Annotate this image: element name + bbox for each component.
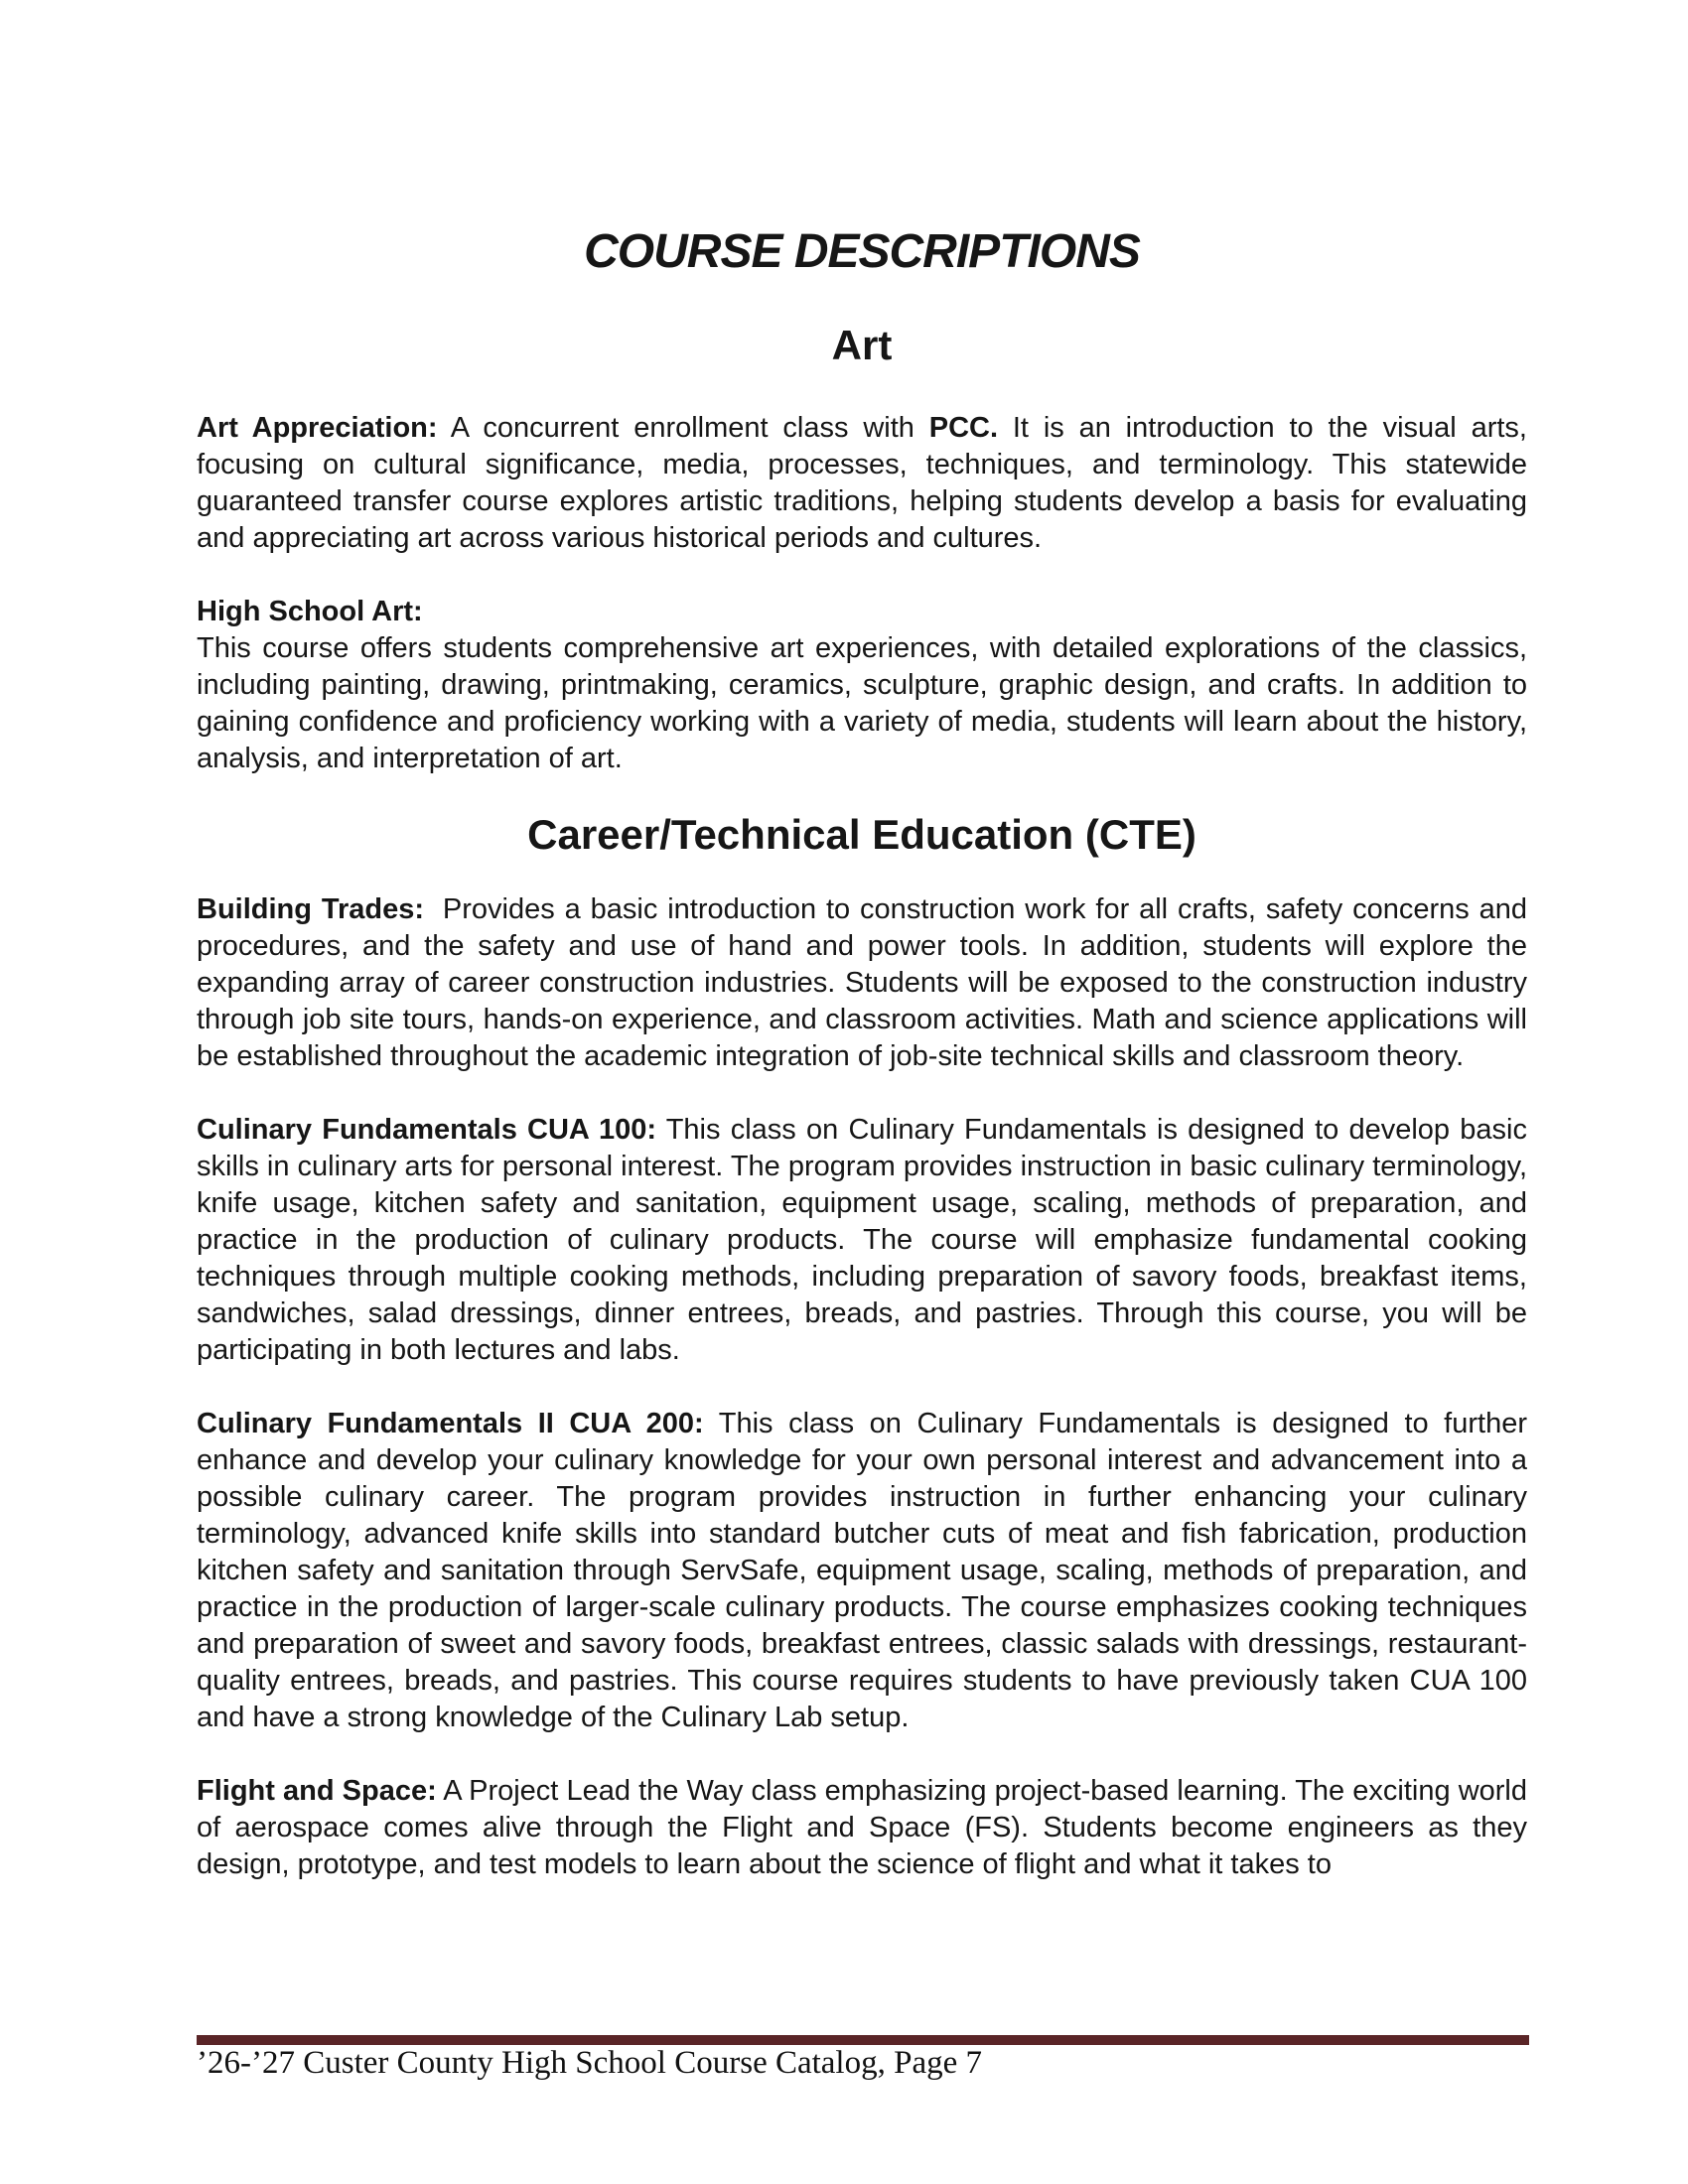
course-high-school-art [197, 594, 1527, 777]
course-lead-flight-and-space: Flight and Space: [197, 1774, 437, 1807]
course-body-pre: A concurrent enrollment class with [450, 411, 929, 444]
course-lead-cua200: Culinary Fundamentals II CUA 200: [197, 1407, 704, 1439]
section-heading-cte: Career/Technical Education (CTE) [527, 810, 1196, 858]
page-title: COURSE DESCRIPTIONS [584, 225, 1140, 278]
course-art-appreciation [197, 410, 1527, 557]
course-body: Provides a basic introduction to construction work for all crafts, safety concerns and procedures, and the safety and use of hand and power tools. In addition, students will explore the expanding array of career construction industries. Students will be exposed to the construction industry through job site tours, hands-on experience, and classroom activities. Math and science applications will be established throughout the academic integration of job-site technical skills and classroom theory. [197, 892, 1528, 1072]
course-building-trades [197, 891, 1527, 1075]
page-content [197, 0, 1527, 1883]
course-culinary-fundamentals-ii-cua200 [197, 1406, 1527, 1736]
course-lead-high-school-art: High School Art: [197, 595, 423, 627]
course-body-post: It is an introduction to the visual arts, focusing on cultural significance, media, processes, techniques, and terminology. This statewide guaranteed transfer course explores artistic traditions, helping students develop a basis for evaluating and appreciating art across various historical periods and cultures. [197, 411, 1527, 554]
course-lead-building-trades: Building Trades: [197, 892, 425, 925]
course-lead-art-appreciation: Art Appreciation: [197, 411, 438, 444]
course-body: This class on Culinary Fundamentals is designed to develop basic skills in culinary arts for personal interest. The program provides instruction in basic culinary terminology, knife usage, kitchen safety and sanitation, equipment usage, scaling, methods of preparation, and practice in the production of culinary products. The course will emphasize fundamental cooking techniques through multiple cooking methods, including preparation of savory foods, breakfast items, sandwiches, salad dressings, dinner entrees, breads, and pastries. Through this course, you will be participating in both lectures and labs. [197, 1113, 1527, 1366]
course-culinary-fundamentals-cua100 [197, 1112, 1527, 1369]
course-body: This class on Culinary Fundamentals is designed to further enhance and develop your culinary knowledge for your own personal interest and advancement into a possible culinary career. The program provides instruction in further enhancing your culinary terminology, advanced knife skills into standard butcher cuts of meat and fish fabrication, production kitchen safety and sanitation through ServSafe, equipment usage, scaling, methods of preparation, and practice in the production of larger-scale culinary products. The course emphasizes cooking techniques and preparation of sweet and savory foods, breakfast entrees, classic salads with dressings, restaurant-quality entrees, breads, and pastries. This course requires students to have previously taken CUA 100 and have a strong knowledge of the Culinary Lab setup. [197, 1407, 1527, 1733]
course-lead-cua100: Culinary Fundamentals CUA 100: [197, 1113, 657, 1146]
course-body: A Project Lead the Way class emphasizing project-based learning. The exciting world of aerospace comes alive through the Flight and Space (FS). Students become engineers as they design, prototype, and test models to learn about the science of flight and what it takes to [197, 1774, 1527, 1880]
footer-page-label: ’26-’27 Custer County High School Course Catalog, Page 7 [197, 2045, 983, 2081]
course-flight-and-space [197, 1773, 1527, 1883]
course-body: This course offers students comprehensive art experiences, with detailed explorations of the classics, including painting, drawing, printmaking, ceramics, sculpture, graphic design, and crafts. In addition to gaining confidence and proficiency working with a variety of media, students will learn about the history, analysis, and interpretation of art. [197, 631, 1527, 774]
section-heading-art: Art [831, 321, 893, 368]
course-body-bold-pcc: PCC. [928, 411, 999, 444]
